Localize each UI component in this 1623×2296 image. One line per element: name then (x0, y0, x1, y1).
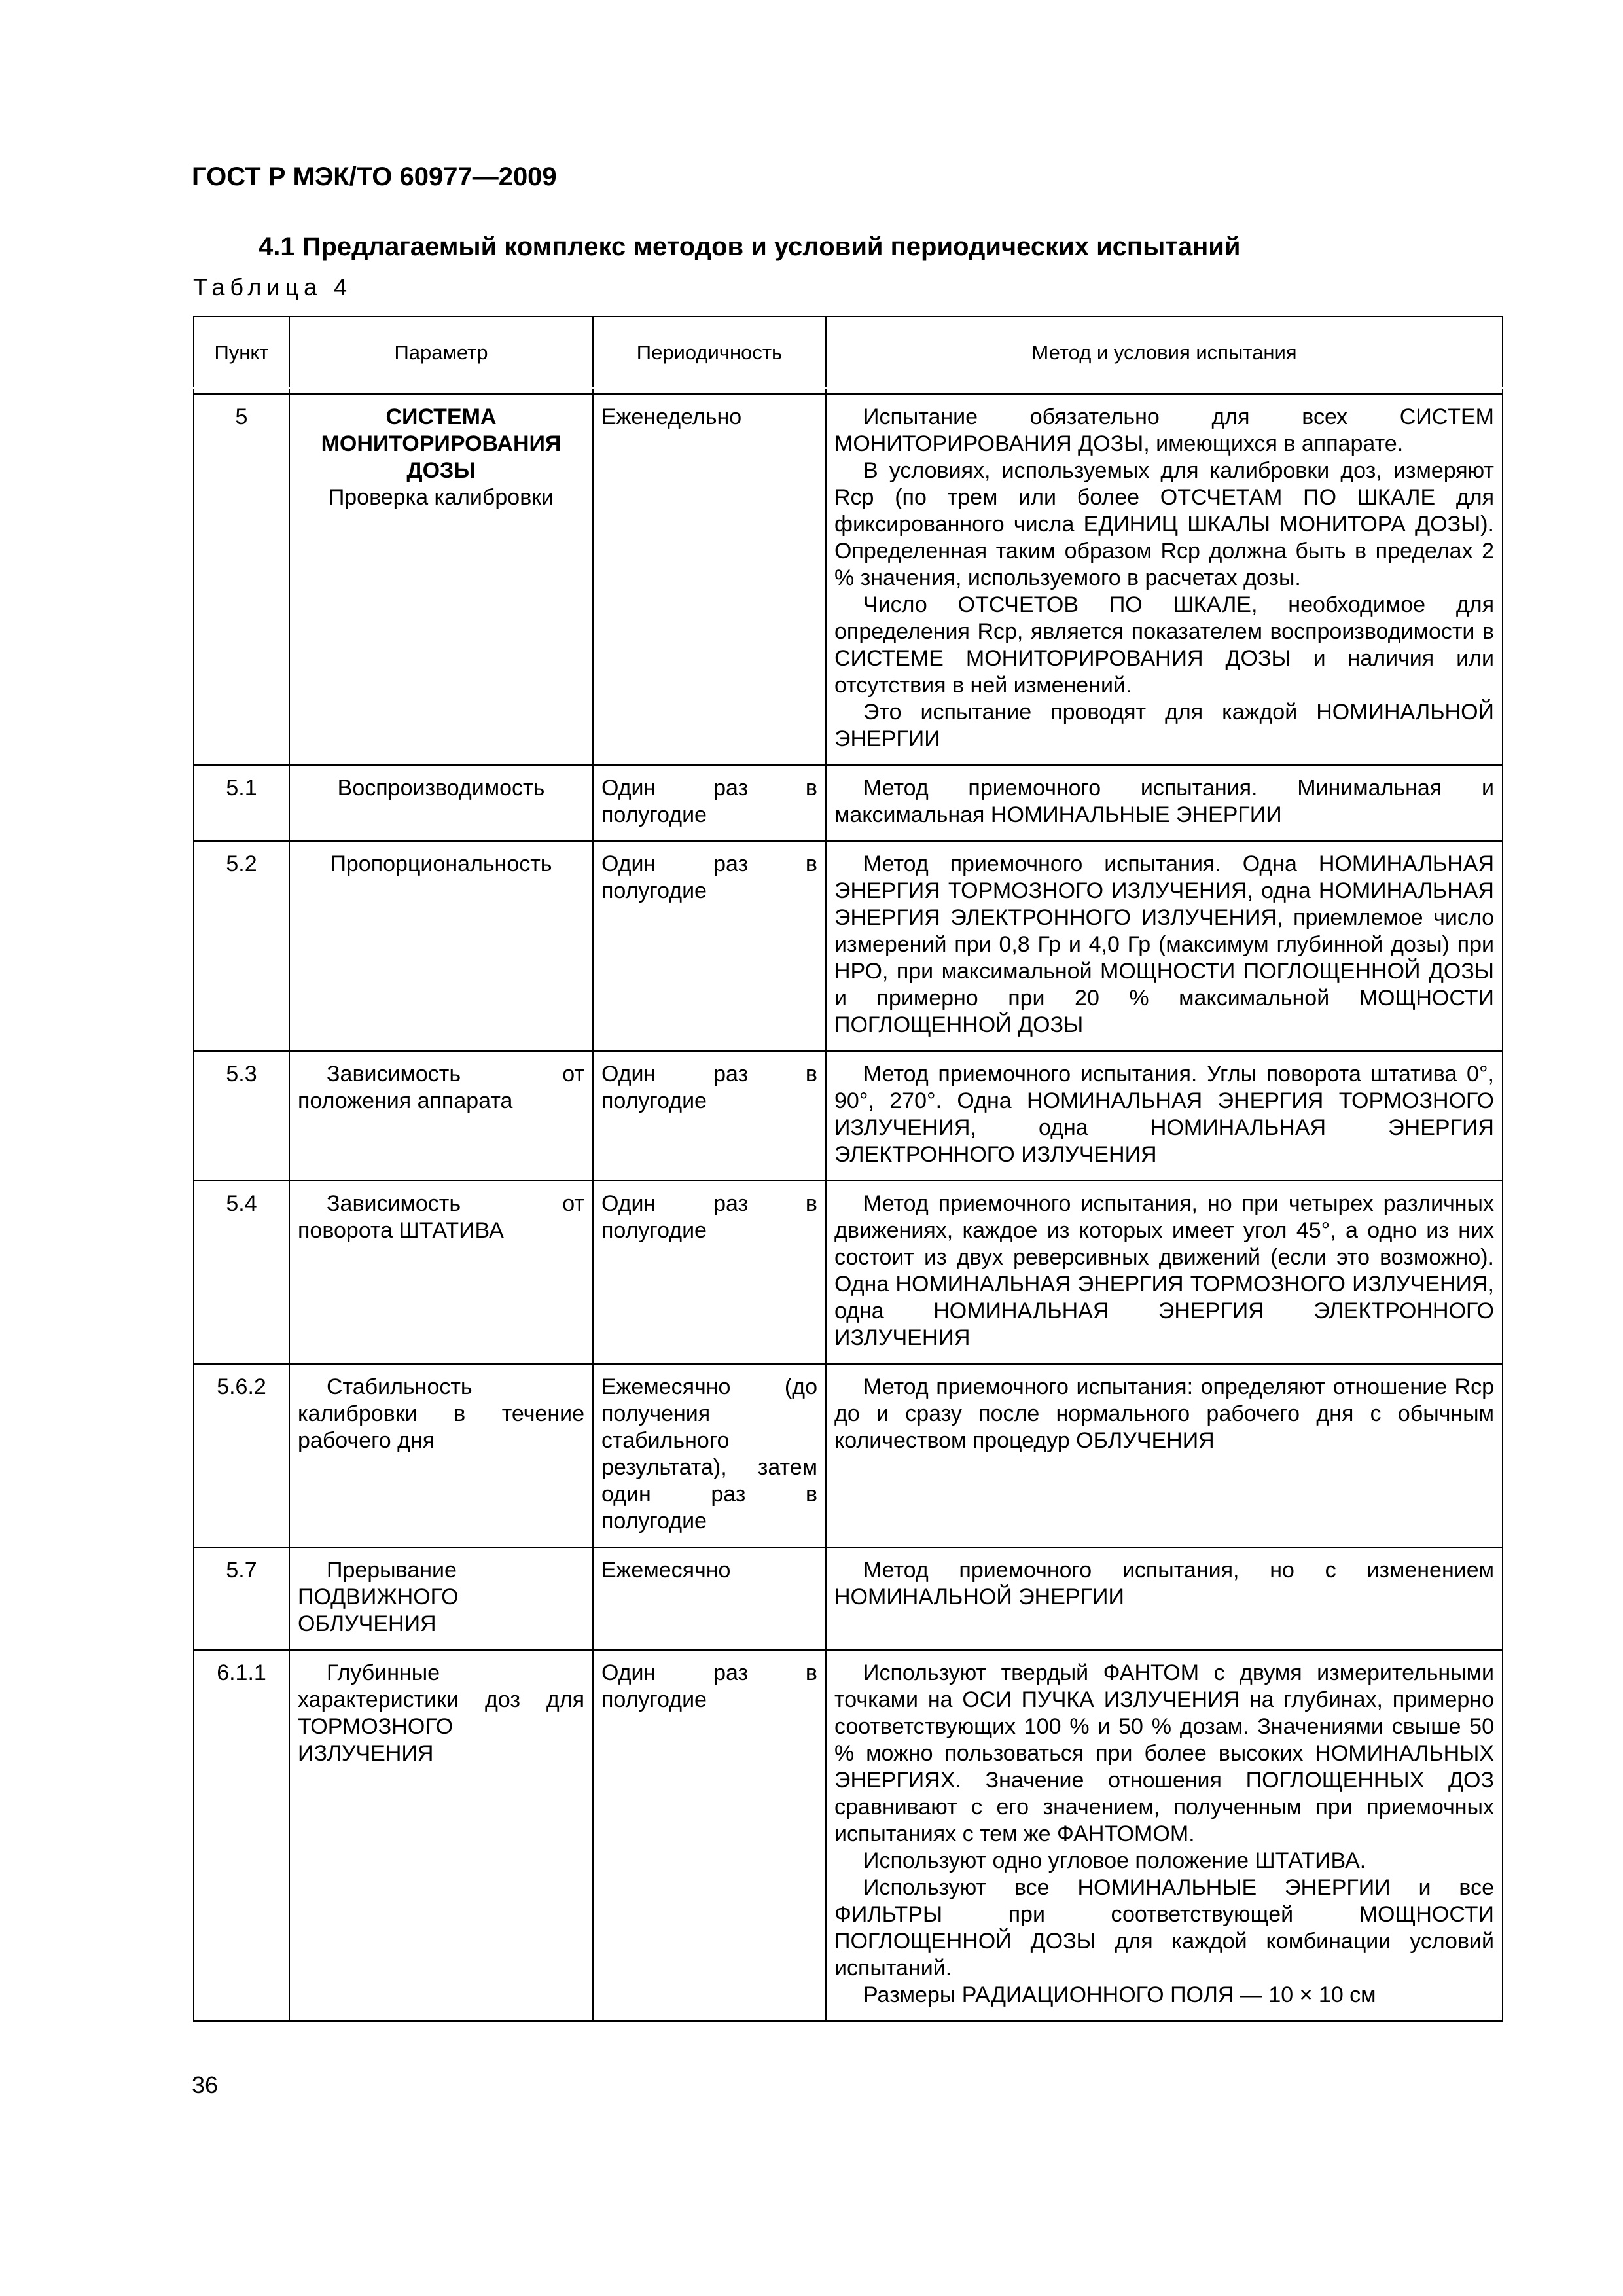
row-period: Ежемесячно (до получения стабильного результата), затем один раз в полугодие (593, 1364, 826, 1547)
table-label: Таблица 4 (193, 274, 353, 300)
row-parameter: Пропорциональность (289, 841, 593, 1051)
table-row (194, 1650, 1503, 2021)
method-paragraph: Это испытание проводят для каждой НОМИНАЛЬНОЙ ЭНЕРГИИ (834, 700, 1494, 751)
table-row (194, 1547, 1503, 1650)
method-paragraph: Используют все НОМИНАЛЬНЫЕ ЭНЕРГИИ и все ФИЛЬТРЫ при соответствующей МОЩНОСТИ ПОГЛОЩЕННОЙ ДОЗЫ для каждой комбинации условий испытаний. (834, 1875, 1494, 1981)
row-period: Один раз в полугодие (593, 1051, 826, 1181)
parameter-title: СИСТЕМА МОНИТОРИРОВАНИЯ ДОЗЫ (321, 404, 562, 483)
row-parameter: Стабильность калибровки в течение рабочего дня (289, 1364, 593, 1547)
table-header-row (194, 317, 1503, 388)
table-row (194, 1181, 1503, 1364)
method-paragraph: Используют твердый ФАНТОМ с двумя измерительными точками на ОСИ ПУЧКА ИЗЛУЧЕНИЯ на глубинах, примерно соответствующих 100 % и 50 % дозам. Значениями свыше 50 % можно пользоваться при более высоких НОМИНАЛЬНЫХ ЭНЕРГИЯХ. Значение отношения ПОГЛОЩЕННЫХ ДОЗ сравнивают с его значением, полученным при приемочных испытаниях с тем же ФАНТОМОМ. (834, 1660, 1494, 1846)
method-paragraph: Испытание обязательно для всех СИСТЕМ МОНИТОРИРОВАНИЯ ДОЗЫ, имеющихся в аппарате. (834, 404, 1494, 456)
row-parameter: Прерывание ПОДВИЖНОГО ОБЛУЧЕНИЯ (289, 1547, 593, 1650)
row-number: 6.1.1 (194, 1650, 289, 2021)
row-method (826, 394, 1503, 765)
row-number: 5.2 (194, 841, 289, 1051)
row-method (826, 1547, 1503, 1650)
document-code: ГОСТ Р МЭК/ТО 60977—2009 (192, 162, 557, 191)
method-paragraph: Используют одно угловое положение ШТАТИВА. (863, 1848, 1366, 1873)
test-methods-table (193, 316, 1503, 2022)
method-paragraph: Размеры РАДИАЦИОННОГО ПОЛЯ — 10 × 10 см (863, 1982, 1376, 2007)
row-period: Еженедельно (593, 394, 826, 765)
header-separator (194, 388, 1503, 394)
row-number: 5 (194, 394, 289, 765)
method-paragraph: Число ОТСЧЕТОВ ПО ШКАЛЕ, необходимое для определения Rср, является показателем воспроизводимости в СИСТЕМЕ МОНИТОРИРОВАНИЯ ДОЗЫ и наличия или отсутствия в ней изменений. (834, 592, 1494, 698)
method-paragraph: Метод приемочного испытания. Углы поворота штатива 0°, 90°, 270°. Одна НОМИНАЛЬНАЯ ЭНЕРГИЯ ТОРМОЗНОГО ИЗЛУЧЕНИЯ, одна НОМИНАЛЬНАЯ ЭНЕРГИЯ ЭЛЕКТРОННОГО ИЗЛУЧЕНИЯ (834, 1062, 1494, 1167)
row-period: Один раз в полугодие (593, 841, 826, 1051)
row-method (826, 841, 1503, 1051)
column-header: Параметр (289, 317, 593, 388)
row-parameter: Воспроизводимость (289, 765, 593, 841)
row-number: 5.7 (194, 1547, 289, 1650)
method-paragraph: Метод приемочного испытания, но при четырех различных движениях, каждое из которых имеет угол 45°, а одно из них состоит из двух реверсивных движений (если это возможно). Одна НОМИНАЛЬНАЯ ЭНЕРГИЯ ТОРМОЗНОГО ИЗЛУЧЕНИЯ, одна НОМИНАЛЬНАЯ ЭНЕРГИЯ ЭЛЕКТРОННОГО ИЗЛУЧЕНИЯ (834, 1191, 1494, 1350)
column-header: Метод и условия испытания (826, 317, 1503, 388)
row-method (826, 765, 1503, 841)
method-paragraph: Метод приемочного испытания, но с изменением НОМИНАЛЬНОЙ ЭНЕРГИИ (834, 1558, 1494, 1609)
method-paragraph: Метод приемочного испытания. Минимальная и максимальная НОМИНАЛЬНЫЕ ЭНЕРГИИ (834, 776, 1494, 827)
row-period: Один раз в полугодие (593, 1181, 826, 1364)
row-method (826, 1051, 1503, 1181)
row-period: Один раз в полугодие (593, 765, 826, 841)
table-row (194, 841, 1503, 1051)
row-number: 5.6.2 (194, 1364, 289, 1547)
row-parameter: Глубинные характеристики доз для ТОРМОЗНОГО ИЗЛУЧЕНИЯ (289, 1650, 593, 2021)
column-header: Периодичность (593, 317, 826, 388)
row-method (826, 1650, 1503, 2021)
row-number: 5.1 (194, 765, 289, 841)
table-row (194, 765, 1503, 841)
table-row (194, 1051, 1503, 1181)
table-row (194, 1364, 1503, 1547)
method-paragraph: Метод приемочного испытания. Одна НОМИНАЛЬНАЯ ЭНЕРГИЯ ТОРМОЗНОГО ИЗЛУЧЕНИЯ, одна НОМИНАЛЬНАЯ ЭНЕРГИЯ ЭЛЕКТРОННОГО ИЗЛУЧЕНИЯ, приемлемое число измерений при 0,8 Гр и 4,0 Гр (максимум глубинной дозы) при НРО, при максимальной МОЩНОСТИ ПОГЛОЩЕННОЙ ДОЗЫ и примерно при 20 % максимальной МОЩНОСТИ ПОГЛОЩЕННОЙ ДОЗЫ (834, 852, 1494, 1037)
row-number: 5.3 (194, 1051, 289, 1181)
row-method (826, 1181, 1503, 1364)
row-parameter: Зависимость от положения аппарата (289, 1051, 593, 1181)
row-parameter: Зависимость от поворота ШТАТИВА (289, 1181, 593, 1364)
page-number: 36 (192, 2072, 219, 2098)
row-parameter (289, 394, 593, 765)
row-period: Ежемесячно (593, 1547, 826, 1650)
column-header: Пункт (194, 317, 289, 388)
table-row (194, 394, 1503, 765)
row-method (826, 1364, 1503, 1547)
method-paragraph: Метод приемочного испытания: определяют отношение Rср до и сразу после нормального рабочего дня с обычным количеством процедур ОБЛУЧЕНИЯ (834, 1374, 1494, 1453)
row-number: 5.4 (194, 1181, 289, 1364)
row-period: Один раз в полугодие (593, 1650, 826, 2021)
method-paragraph: В условиях, используемых для калибровки доз, измеряют Rср (по трем или более ОТСЧЕТАМ ПО ШКАЛЕ для фиксированного числа ЕДИНИЦ ШКАЛЫ МОНИТОРА ДОЗЫ). Определенная таким образом Rср должна быть в пределах 2 % значения, используемого в расчетах дозы. (834, 458, 1494, 590)
parameter-subtitle: Проверка калибровки (328, 485, 554, 510)
section-title: 4.1 Предлагаемый комплекс методов и условий периодических испытаний (259, 232, 1241, 261)
